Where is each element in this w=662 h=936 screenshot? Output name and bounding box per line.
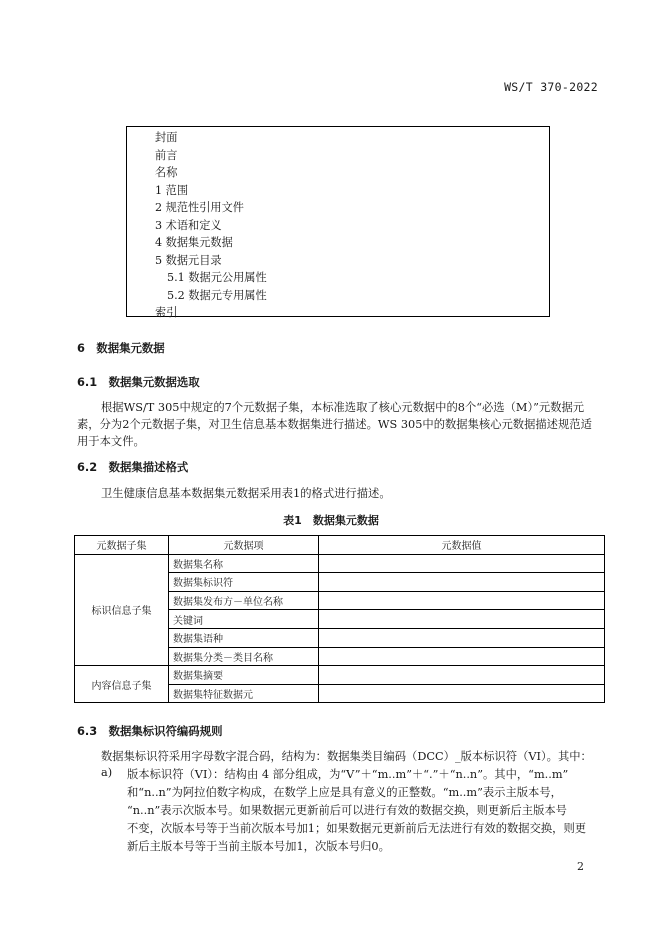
toc-item: 3 术语和定义 — [155, 218, 222, 232]
table-header-cell: 元数据子集 — [75, 536, 169, 555]
value-cell — [319, 628, 605, 647]
document-number: WS/T 370-2022 — [504, 80, 598, 94]
value-cell — [319, 554, 605, 573]
value-cell — [319, 591, 605, 610]
section-6-1-heading: 6.1 数据集元数据选取 — [77, 375, 200, 389]
subset-cell: 内容信息子集 — [75, 666, 169, 703]
value-cell — [319, 573, 605, 592]
list-item-line: 新后主版本号等于当前主版本号加1，次版本号归0。 — [127, 840, 390, 853]
toc-item: 1 范围 — [155, 183, 189, 197]
toc-box — [126, 126, 550, 317]
item-cell: 数据集摘要 — [169, 666, 319, 685]
paragraph-line: 卫生健康信息基本数据集元数据采用表1的格式进行描述。 — [101, 487, 391, 500]
table-header-row — [75, 536, 605, 555]
paragraph-line: 用于本文件。 — [77, 435, 145, 448]
toc-item: 前言 — [155, 148, 178, 162]
item-cell: 数据集语种 — [169, 628, 319, 647]
metadata-table — [74, 535, 605, 703]
paragraph-line: 数据集标识符采用字母数字混合码，结构为：数据集类目编码（DCC）_版本标识符（VI）。其中： — [101, 750, 592, 763]
subset-cell: 标识信息子集 — [75, 554, 169, 666]
toc-item: 4 数据集元数据 — [155, 236, 233, 249]
value-cell — [319, 684, 605, 703]
value-cell — [319, 610, 605, 629]
list-item-line: “n..n”表示次版本号。如果数据元更新前后可以进行有效的数据交换，则更新后主版本号 — [127, 804, 567, 817]
item-cell: 数据集发布方－单位名称 — [169, 591, 319, 610]
toc-item: 2 规范性引用文件 — [155, 201, 244, 214]
value-cell — [319, 666, 605, 685]
toc-item: 5.1 数据元公用属性 — [167, 271, 267, 284]
toc-item: 索引 — [155, 306, 178, 319]
item-cell: 数据集特征数据元 — [169, 684, 319, 703]
section-6-heading: 6 数据集元数据 — [77, 341, 165, 355]
section-6-2-heading: 6.2 数据集描述格式 — [77, 460, 189, 474]
item-cell: 数据集标识符 — [169, 573, 319, 592]
toc-item: 5.2 数据元专用属性 — [167, 288, 267, 302]
table-row — [75, 554, 605, 573]
toc-item: 名称 — [155, 166, 178, 179]
list-item-line: 版本标识符（VI）：结构由 4 部分组成，为“V”＋“m..m”＋“.”＋“n..n”。其中，“m..m” — [127, 768, 569, 781]
table-caption: 表1 数据集元数据 — [283, 514, 379, 527]
paragraph-line: 素，分为2个元数据子集，对卫生信息基本数据集进行描述。WS 305中的数据集核心元数据描述规范适 — [77, 418, 592, 431]
item-cell: 数据集名称 — [169, 554, 319, 573]
table-row — [75, 666, 605, 685]
toc-item: 5 数据元目录 — [155, 253, 222, 267]
table-header-cell: 元数据值 — [319, 536, 605, 555]
table-header-cell: 元数据项 — [169, 536, 319, 555]
list-item-line: 和“n..n”为阿拉伯数字构成，在数学上应是具有意义的正整数。“m..m”表示主版本号， — [127, 786, 562, 799]
toc-item: 封面 — [155, 131, 178, 144]
list-item-label: a) — [101, 766, 113, 779]
value-cell — [319, 647, 605, 666]
list-item-line: 不变，次版本号等于当前次版本号加1；如果数据元更新前后无法进行有效的数据交换，则更 — [127, 822, 587, 835]
item-cell: 数据集分类－类目名称 — [169, 647, 319, 666]
page-number: 2 — [577, 860, 584, 873]
item-cell: 关键词 — [169, 610, 319, 629]
section-6-3-heading: 6.3 数据集标识符编码规则 — [77, 724, 223, 738]
paragraph-line: 根据WS/T 305中规定的7个元数据子集，本标准选取了核心元数据中的8个“必选（M）”元数据元 — [101, 401, 585, 414]
